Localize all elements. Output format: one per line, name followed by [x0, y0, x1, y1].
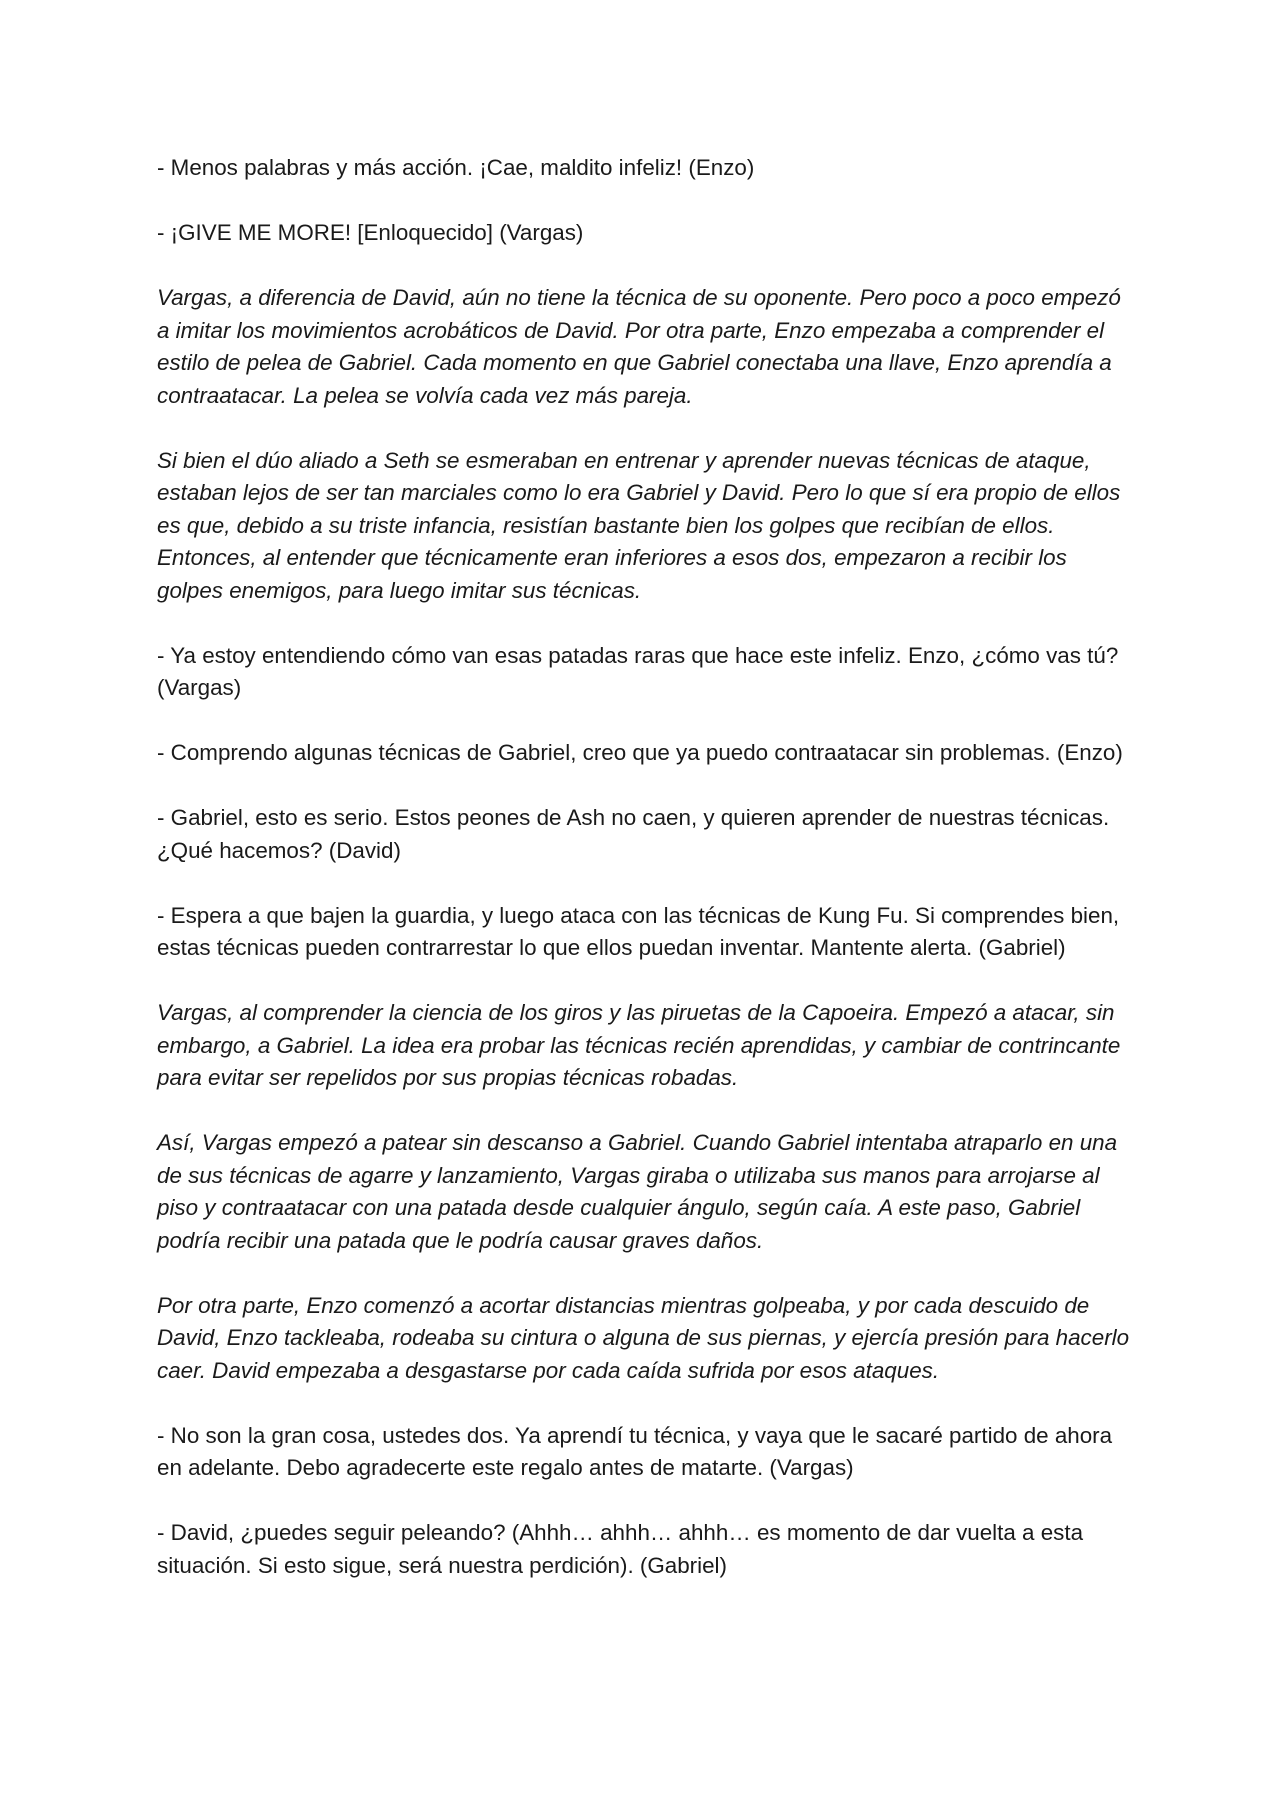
- dialogue-paragraph: - Comprendo algunas técnicas de Gabriel, creo que ya puedo contraatacar sin problemas. (Enzo): [157, 740, 1123, 765]
- dialogue-paragraph: - Espera a que bajen la guardia, y luego ataca con las técnicas de Kung Fu. Si comprendes bien, estas técnicas pueden contrarrestar lo que ellos puedan inventar. Mantente alerta. (Gabriel): [157, 902, 1120, 960]
- dialogue-paragraph: - David, ¿puedes seguir peleando? (Ahhh… ahhh… ahhh… es momento de dar vuelta a esta situación. Si esto sigue, será nuestra perdición). (Gabriel): [157, 1520, 1084, 1578]
- narration-paragraph: Por otra parte, Enzo comenzó a acortar distancias mientras golpeaba, y por cada descuido de David, Enzo tackleaba, rodeaba su cintura o alguna de sus piernas, y ejercía presión para hacerlo caer. David empezaba a desgastarse por cada caída sufrida por esos ataques.: [157, 1292, 1130, 1383]
- dialogue-paragraph: - No son la gran cosa, ustedes dos. Ya aprendí tu técnica, y vaya que le sacaré partido de ahora en adelante. Debo agradecerte este regalo antes de matarte. (Vargas): [157, 1422, 1113, 1480]
- narration-paragraph: Si bien el dúo aliado a Seth se esmeraban en entrenar y aprender nuevas técnicas de ataque, estaban lejos de ser tan marciales como lo era Gabriel y David. Pero lo que sí era propio de ellos es que, debido a su triste infancia, resistían bastante bien los golpes que recibían de ellos. Entonces, al entender que técnicamente eran inferiores a esos dos, empezaron a recibir los golpes enemigos, para luego imitar sus técnicas.: [157, 447, 1121, 603]
- dialogue-paragraph: - Menos palabras y más acción. ¡Cae, maldito infeliz! (Enzo): [157, 155, 755, 180]
- dialogue-paragraph: - Ya estoy entendiendo cómo van esas patadas raras que hace este infeliz. Enzo, ¿cómo vas tú? (Vargas): [157, 642, 1119, 700]
- narration-paragraph: Vargas, al comprender la ciencia de los giros y las piruetas de la Capoeira. Empezó a atacar, sin embargo, a Gabriel. La idea era probar las técnicas recién aprendidas, y cambiar de contrincante para evitar ser repelidos por sus propias técnicas robadas.: [157, 1000, 1121, 1090]
- dialogue-paragraph: - Gabriel, esto es serio. Estos peones de Ash no caen, y quieren aprender de nuestras técnicas. ¿Qué hacemos? (David): [157, 805, 1110, 863]
- narration-paragraph: Así, Vargas empezó a patear sin descanso a Gabriel. Cuando Gabriel intentaba atraparlo en una de sus técnicas de agarre y lanzamiento, Vargas giraba o utilizaba sus manos para arrojarse al piso y contraatacar con una patada desde cualquier ángulo, según caía. A este paso, Gabriel podría recibir una patada que le podría causar graves daños.: [157, 1130, 1118, 1253]
- document-page: [157, 152, 1137, 1615]
- narration-paragraph: Vargas, a diferencia de David, aún no tiene la técnica de su oponente. Pero poco a poco empezó a imitar los movimientos acrobáticos de David. Por otra parte, Enzo empezaba a comprender el estilo de pelea de Gabriel. Cada momento en que Gabriel conectaba una llave, Enzo aprendía a contraatacar. La pelea se volvía cada vez más pareja.: [157, 285, 1121, 408]
- dialogue-paragraph: - ¡GIVE ME MORE! [Enloquecido] (Vargas): [157, 220, 584, 245]
